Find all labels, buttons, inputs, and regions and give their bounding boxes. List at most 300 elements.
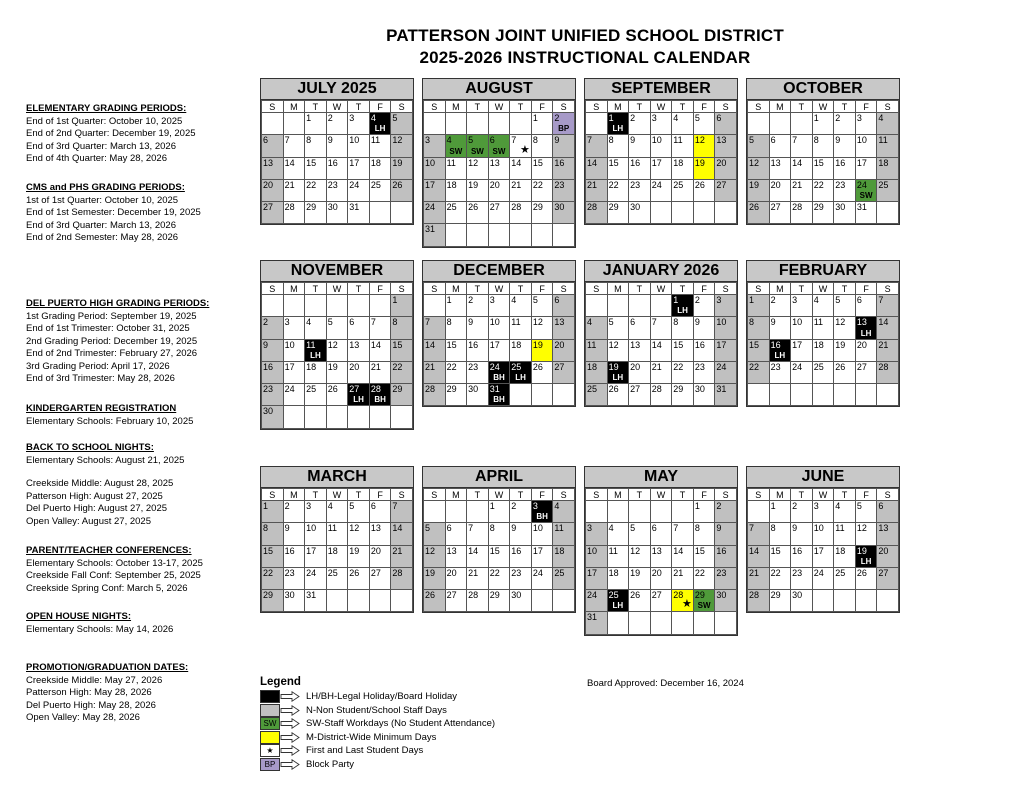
weekday-header: F xyxy=(369,101,391,113)
day-cell xyxy=(531,179,553,201)
day-cell xyxy=(877,157,899,179)
day-number: 12 xyxy=(532,317,543,328)
day-number: 6 xyxy=(630,317,636,328)
day-number: 1 xyxy=(306,113,312,123)
day-number: 10 xyxy=(425,157,436,168)
legend-item xyxy=(260,731,495,745)
weekday-header: S xyxy=(391,283,413,295)
weekday-header: M xyxy=(445,489,467,501)
legend-swatch xyxy=(260,731,280,744)
weekday-header: S xyxy=(424,101,446,113)
day-cell xyxy=(834,317,856,339)
board-approved-note: Board Approved: December 16, 2024 xyxy=(587,678,744,689)
weekday-header: W xyxy=(812,489,834,501)
day-cell xyxy=(629,523,651,545)
day-cell xyxy=(445,317,467,339)
day-cell xyxy=(510,179,532,201)
info-line: Creekside Middle: August 28, 2025 xyxy=(26,478,174,489)
day-number: 22 xyxy=(263,567,274,578)
day-tag: SW xyxy=(697,601,711,611)
day-number: 18 xyxy=(370,157,381,168)
empty-cell xyxy=(369,202,391,224)
day-number: 14 xyxy=(651,339,662,350)
day-cell xyxy=(262,567,284,589)
day-number: 18 xyxy=(446,179,457,190)
day-number: 11 xyxy=(370,135,381,146)
day-number: 14 xyxy=(468,545,479,556)
month-name: AUGUST xyxy=(423,79,575,100)
day-number: 7 xyxy=(392,501,398,511)
day-number: 15 xyxy=(749,339,760,350)
day-number: 24 xyxy=(306,567,317,578)
day-cell xyxy=(812,317,834,339)
day-number: 27 xyxy=(651,590,662,601)
day-number: 7 xyxy=(673,523,679,534)
day-number: 14 xyxy=(792,157,803,168)
day-cell xyxy=(467,523,489,545)
weekday-header: T xyxy=(510,283,532,295)
day-number: 6 xyxy=(856,295,862,305)
weekday-header: S xyxy=(877,101,899,113)
day-tag: LH xyxy=(860,328,872,338)
day-cell xyxy=(715,384,737,406)
day-number: 25 xyxy=(878,179,889,190)
info-line: Del Puerto High: May 28, 2026 xyxy=(26,699,156,711)
day-number: 26 xyxy=(349,567,360,578)
weekday-header: F xyxy=(369,489,391,501)
day-cell xyxy=(607,157,629,179)
weekday-header: T xyxy=(629,101,651,113)
day-number: 8 xyxy=(306,135,312,146)
day-number: 30 xyxy=(554,202,565,213)
day-number: 8 xyxy=(813,135,819,146)
weekday-header: T xyxy=(467,101,489,113)
day-cell xyxy=(748,523,770,545)
day-cell xyxy=(769,157,791,179)
day-cell xyxy=(629,567,651,589)
day-cell xyxy=(748,590,770,612)
weekday-header: W xyxy=(650,489,672,501)
day-cell xyxy=(812,501,834,523)
weekday-header: S xyxy=(715,489,737,501)
day-cell xyxy=(488,384,510,406)
day-cell xyxy=(391,317,413,339)
day-number: 4 xyxy=(587,317,593,328)
weekday-header: W xyxy=(326,101,348,113)
day-number: 7 xyxy=(587,135,593,146)
day-cell xyxy=(877,179,899,201)
info-line: End of 2nd Semester: May 28, 2026 xyxy=(26,232,179,243)
day-cell xyxy=(715,113,737,135)
day-number: 4 xyxy=(608,523,614,534)
day-number: 21 xyxy=(511,179,522,190)
day-cell xyxy=(791,339,813,361)
day-cell xyxy=(424,157,446,179)
empty-cell xyxy=(326,590,348,612)
day-number: 10 xyxy=(489,317,500,328)
day-number: 16 xyxy=(263,361,274,372)
weekday-header: W xyxy=(650,283,672,295)
day-cell xyxy=(326,545,348,567)
day-number: 21 xyxy=(792,179,803,190)
day-cell xyxy=(693,135,715,157)
day-cell xyxy=(424,135,446,157)
day-number: 15 xyxy=(813,157,824,168)
day-tag: LH xyxy=(860,556,872,566)
month-name: DECEMBER xyxy=(423,261,575,282)
weekday-header: M xyxy=(445,283,467,295)
day-cell xyxy=(855,295,877,317)
day-cell xyxy=(812,567,834,589)
day-number: 29 xyxy=(489,590,500,601)
legend-swatch xyxy=(260,690,280,703)
month-name: JULY 2025 xyxy=(261,79,413,100)
day-number: 14 xyxy=(511,157,522,168)
weekday-header: F xyxy=(855,101,877,113)
day-cell xyxy=(629,384,651,406)
day-number: 9 xyxy=(792,523,798,534)
weekday-header: F xyxy=(369,283,391,295)
weekday-header: W xyxy=(488,101,510,113)
day-cell xyxy=(672,179,694,201)
day-cell xyxy=(748,361,770,383)
day-number: 23 xyxy=(554,179,565,190)
legend-rows xyxy=(260,690,495,771)
day-number: 12 xyxy=(392,135,403,146)
day-cell xyxy=(812,157,834,179)
day-cell xyxy=(262,317,284,339)
weekday-header: M xyxy=(769,101,791,113)
empty-cell xyxy=(672,501,694,523)
day-cell xyxy=(650,157,672,179)
arrow-right-icon xyxy=(280,718,300,729)
weekday-header: T xyxy=(629,283,651,295)
day-number: 21 xyxy=(468,567,479,578)
day-cell xyxy=(467,135,489,157)
day-number: 16 xyxy=(694,339,705,350)
day-cell xyxy=(791,590,813,612)
day-cell xyxy=(531,523,553,545)
day-cell xyxy=(531,501,553,523)
day-cell xyxy=(326,523,348,545)
info-line: Open Valley: August 27, 2025 xyxy=(26,515,151,527)
day-cell xyxy=(693,545,715,567)
day-number: 13 xyxy=(446,545,457,556)
day-number: 10 xyxy=(284,339,295,350)
empty-cell xyxy=(445,501,467,523)
day-number: 21 xyxy=(587,179,598,190)
month-november xyxy=(260,260,414,430)
day-number: 17 xyxy=(813,545,824,556)
day-cell xyxy=(348,135,370,157)
day-cell xyxy=(262,406,284,428)
day-number: 26 xyxy=(856,567,867,578)
day-cell xyxy=(650,113,672,135)
day-number: 6 xyxy=(716,113,722,123)
weekday-header: F xyxy=(531,101,553,113)
day-cell xyxy=(305,545,327,567)
day-cell xyxy=(467,202,489,224)
day-number: 29 xyxy=(392,384,403,395)
legend-item xyxy=(260,717,495,731)
weekday-header: S xyxy=(586,283,608,295)
day-number: 26 xyxy=(468,202,479,213)
weekday-header: T xyxy=(467,489,489,501)
info-line: End of 4th Quarter: May 28, 2026 xyxy=(26,153,168,164)
day-number: 11 xyxy=(835,523,845,534)
day-number: 3 xyxy=(856,113,862,123)
day-cell xyxy=(791,523,813,545)
day-cell xyxy=(693,179,715,201)
empty-cell xyxy=(650,202,672,224)
day-number: 1 xyxy=(263,501,269,511)
day-number: 19 xyxy=(630,567,641,578)
day-cell xyxy=(586,361,608,383)
day-cell xyxy=(391,501,413,523)
month-july-2025 xyxy=(260,78,414,225)
info-line: 1st Grading Period: September 19, 2025 xyxy=(26,310,197,322)
day-cell xyxy=(791,295,813,317)
empty-cell xyxy=(445,113,467,135)
day-number: 24 xyxy=(813,567,824,578)
day-cell xyxy=(369,113,391,135)
day-cell xyxy=(467,339,489,361)
arrow-right-icon xyxy=(280,691,300,702)
day-cell xyxy=(855,545,877,567)
day-number: 17 xyxy=(425,179,436,190)
day-cell xyxy=(877,567,899,589)
empty-cell xyxy=(488,224,510,246)
day-number: 3 xyxy=(425,135,431,146)
empty-cell xyxy=(877,202,899,224)
empty-cell xyxy=(791,384,813,406)
day-cell xyxy=(586,179,608,201)
day-number: 2 xyxy=(694,295,700,305)
empty-cell xyxy=(812,590,834,612)
back-to-school-secondary xyxy=(26,478,173,528)
day-number: 28 xyxy=(392,567,403,578)
day-cell xyxy=(672,523,694,545)
day-cell xyxy=(488,523,510,545)
day-cell xyxy=(467,590,489,612)
day-number: 26 xyxy=(694,179,705,190)
day-number: 9 xyxy=(835,135,841,146)
day-number: 1 xyxy=(446,295,452,305)
weekday-header: T xyxy=(510,489,532,501)
day-cell xyxy=(855,113,877,135)
empty-cell xyxy=(812,384,834,406)
day-number: 7 xyxy=(749,523,755,534)
day-cell xyxy=(607,317,629,339)
day-cell xyxy=(607,545,629,567)
day-number: 18 xyxy=(835,545,846,556)
day-cell xyxy=(672,567,694,589)
day-number: 21 xyxy=(284,179,295,190)
day-cell xyxy=(348,384,370,406)
day-number: 24 xyxy=(716,361,727,372)
day-cell xyxy=(467,567,489,589)
day-number: 21 xyxy=(425,361,436,372)
day-number: 10 xyxy=(856,135,867,146)
day-cell xyxy=(769,545,791,567)
day-cell xyxy=(305,113,327,135)
day-cell xyxy=(283,179,305,201)
empty-cell xyxy=(510,113,532,135)
day-number: 8 xyxy=(673,317,679,328)
day-cell xyxy=(262,501,284,523)
day-number: 12 xyxy=(608,339,619,350)
day-number: 11 xyxy=(306,339,316,350)
day-number: 10 xyxy=(349,135,360,146)
day-number: 16 xyxy=(327,157,338,168)
weekday-header: T xyxy=(348,283,370,295)
day-cell xyxy=(693,157,715,179)
empty-cell xyxy=(855,384,877,406)
info-line: Creekside Fall Conf: September 25, 2025 xyxy=(26,570,201,581)
day-cell xyxy=(262,590,284,612)
day-cell xyxy=(877,501,899,523)
month-name: SEPTEMBER xyxy=(585,79,737,100)
day-number: 29 xyxy=(306,202,317,213)
weekday-header: S xyxy=(715,101,737,113)
day-cell xyxy=(553,157,575,179)
day-number: 27 xyxy=(370,567,381,578)
empty-cell xyxy=(369,406,391,428)
day-number: 19 xyxy=(608,361,619,372)
day-tag: LH xyxy=(612,124,624,134)
day-number: 9 xyxy=(284,523,290,534)
star-icon: ★ xyxy=(519,143,530,156)
weekday-header: W xyxy=(488,489,510,501)
day-number: 2 xyxy=(716,501,722,511)
day-cell xyxy=(715,523,737,545)
day-tag: LH xyxy=(677,306,688,316)
day-number: 14 xyxy=(878,317,889,328)
day-cell xyxy=(586,157,608,179)
day-cell xyxy=(650,523,672,545)
day-number: 25 xyxy=(673,179,684,190)
day-number: 14 xyxy=(673,545,684,556)
day-cell xyxy=(693,523,715,545)
day-cell xyxy=(586,384,608,406)
day-number: 24 xyxy=(284,384,295,395)
day-cell xyxy=(855,339,877,361)
day-number: 22 xyxy=(392,361,403,372)
empty-cell xyxy=(283,406,305,428)
day-number: 3 xyxy=(489,295,495,305)
day-cell xyxy=(672,384,694,406)
day-number: 18 xyxy=(587,361,598,372)
day-number: 4 xyxy=(511,295,517,305)
day-number: 4 xyxy=(878,113,884,123)
day-cell xyxy=(391,157,413,179)
legend-item xyxy=(260,758,495,772)
day-cell xyxy=(305,317,327,339)
day-cell xyxy=(553,295,575,317)
day-number: 30 xyxy=(792,590,803,601)
day-cell xyxy=(629,317,651,339)
day-cell xyxy=(424,523,446,545)
parent-teacher-conferences-section xyxy=(26,545,203,595)
day-number: 6 xyxy=(770,135,776,146)
day-cell xyxy=(391,361,413,383)
weekday-header: S xyxy=(262,101,284,113)
day-cell xyxy=(445,567,467,589)
day-cell xyxy=(531,339,553,361)
day-number: 20 xyxy=(263,179,274,190)
day-cell xyxy=(715,295,737,317)
day-cell xyxy=(553,317,575,339)
day-number: 13 xyxy=(716,135,727,146)
info-line: Del Puerto High: August 27, 2025 xyxy=(26,503,168,514)
day-number: 28 xyxy=(878,361,889,372)
day-cell xyxy=(391,295,413,317)
day-cell xyxy=(791,567,813,589)
day-cell xyxy=(262,179,284,201)
day-cell xyxy=(305,157,327,179)
day-cell xyxy=(650,135,672,157)
weekday-header: T xyxy=(672,101,694,113)
day-tag: SW xyxy=(492,146,506,156)
day-number: 23 xyxy=(630,179,641,190)
day-number: 26 xyxy=(327,384,338,395)
day-number: 4 xyxy=(554,501,560,511)
day-number: 4 xyxy=(673,113,679,123)
day-number: 28 xyxy=(370,384,381,395)
day-number: 6 xyxy=(489,135,495,146)
weekday-header: S xyxy=(391,101,413,113)
day-cell xyxy=(531,317,553,339)
day-cell xyxy=(445,523,467,545)
empty-cell xyxy=(391,202,413,224)
day-tag: BH xyxy=(536,512,548,522)
day-cell xyxy=(305,179,327,201)
day-cell xyxy=(510,567,532,589)
day-number: 28 xyxy=(468,590,479,601)
day-number: 30 xyxy=(284,590,295,601)
day-cell xyxy=(855,567,877,589)
day-number: 29 xyxy=(813,202,824,213)
day-cell xyxy=(715,590,737,612)
day-cell xyxy=(629,339,651,361)
day-cell xyxy=(531,157,553,179)
day-cell xyxy=(283,202,305,224)
weekday-header: S xyxy=(586,101,608,113)
day-number: 12 xyxy=(694,135,705,146)
empty-cell xyxy=(748,384,770,406)
day-cell xyxy=(586,567,608,589)
day-number: 22 xyxy=(489,567,500,578)
day-number: 13 xyxy=(630,339,641,350)
day-tag: BH xyxy=(493,373,505,383)
weekday-header: F xyxy=(693,101,715,113)
day-cell xyxy=(877,317,899,339)
weekday-header: S xyxy=(877,489,899,501)
day-number: 30 xyxy=(835,202,846,213)
day-cell xyxy=(467,157,489,179)
day-number: 23 xyxy=(770,361,781,372)
day-cell xyxy=(369,501,391,523)
day-number: 19 xyxy=(532,339,543,350)
day-number: 28 xyxy=(673,590,684,601)
day-cell xyxy=(834,523,856,545)
day-cell xyxy=(693,361,715,383)
weekday-header: T xyxy=(791,283,813,295)
day-cell xyxy=(445,339,467,361)
legend-text: First and Last Student Days xyxy=(306,745,424,757)
info-line: Patterson High: August 27, 2025 xyxy=(26,490,163,502)
weekday-header: S xyxy=(748,101,770,113)
